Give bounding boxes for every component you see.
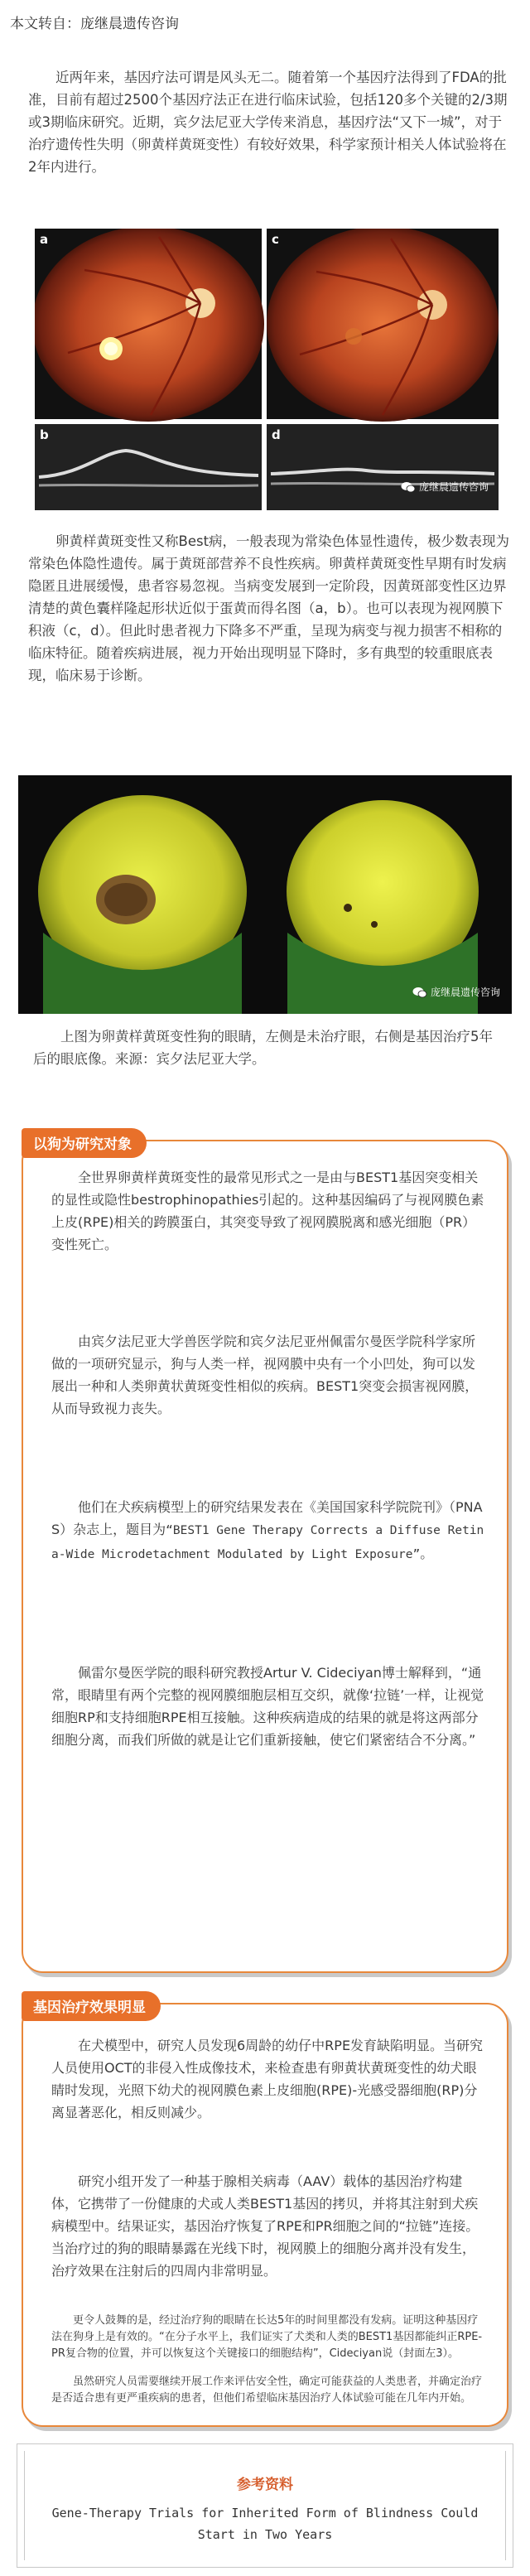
dog-eye-figure [18,775,512,1014]
retina-figure-image [35,229,499,510]
figure2-watermark [412,985,500,999]
figure1-watermark [401,480,489,494]
section-card-dogs [22,1136,508,1973]
section-paragraph: 在犬模型中，研究人员发现6周龄的幼仔中RPE发育缺陷明显。当研究人员使用OCT的非侵入性成像技术，来检查患有卵黄状黄斑变性的幼犬眼睛时发现，光照下幼犬的视网膜色素上皮细胞(RPE)-光感受器细胞(RP)分离显著恶化，相反则减少。 [51,2038,484,2120]
intro-paragraph: 近两年来，基因疗法可谓是风头无二。随着第一个基因疗法得到了FDA的批准，目前有超过2500个基因疗法正在进行临床试验，包括120多个关键的2/3期或3期临床研究。近期，宾夕法尼亚大学传来消息，基因疗法“又下一城”，对于治疗遗传性失明（卵黄样黄斑变性）有较好效果，科学家预计相关人体试验将在2年内进行。 [28,70,508,175]
paragraph-text: 他们在犬疾病模型上的研究结果发表在《美国国家科学院院刊》（PNAS）杂志上，题目为 [51,1499,483,1537]
section-tag: 基因治疗效果明显 [22,1991,161,2021]
paragraph-text: 。 [420,1546,434,1561]
panel-label-d: d [272,427,281,442]
section-paragraph: 研究小组开发了一种基于腺相关病毒（AAV）载体的基因治疗构建体，它携带了一份健康的犬或人类BEST1基因的拷贝，并将其注射到犬疾病模型中。结果证实，基因治疗恢复了RPE和PR细胞之间的“拉链”连接。当治疗过的狗的眼睛暴露在光线下时，视网膜上的细胞分离并没有发生，治疗效果在注射后的四周内非常明显。 [51,2173,479,2279]
retina-figure [35,229,499,510]
panel-label-c: c [272,232,279,247]
section-paragraph [51,1496,485,1566]
dog-eye-figure-image [18,775,512,1014]
panel-label-a: a [40,232,49,247]
reference-link[interactable]: Gene-Therapy Trials for Inherited Form of Blindness Could Start in Two Years [51,2506,479,2542]
section-card-results [22,2000,508,2427]
wechat-icon [412,987,427,998]
source-line: 本文转自：庞继晨遗传咨询 [10,16,179,32]
section-paragraph: 更令人鼓舞的是，经过治疗狗的眼睛在长达5年的时间里都没有发病。证明这种基因疗法在狗身上是有效的。“在分子水平上，我们证实了犬类和人类的BEST1基因都能纠正RPE-PR复合物的位置，并可以恢复这个关键接口的细胞结构”，Cideciyan说（封面左3）。 [51,2314,483,2360]
section-paragraph: 全世界卵黄样黄斑变性的最常见形式之一是由与BEST1基因突变相关的显性或隐性bestrophinopathies引起的。这种基因编码了与视网膜色素上皮(RPE)相关的跨膜蛋白，其突变导致了视网膜脱离和感光细胞（PR）变性死亡。 [51,1170,484,1252]
figure-caption: 上图为卵黄样黄斑变性狗的眼睛，左侧是未治疗眼，右侧是基因治疗5年后的眼底像。来源：宾夕法尼亚大学。 [33,1029,493,1067]
section-paragraph: 佩雷尔曼医学院的眼科研究教授Artur V. Cideciyan博士解释到，“通常，眼睛里有两个完整的视网膜细胞层相互交织，就像‘拉链’一样，让视觉细胞RP和支持细胞RPE相互接触。这种疾病造成的结果的就是将这两部分细胞分离，而我们所做的就是让它们重新接触，使它们紧密结合不分离。” [51,1665,484,1748]
wechat-icon [401,481,416,493]
watermark-text: 庞继晨遗传咨询 [418,481,489,493]
paper-title: “BEST1 Gene Therapy Corrects a Diffuse Retina-Wide Microdetachment Modulated by Light Exposure” [51,1524,484,1561]
section-tag: 以狗为研究对象 [22,1128,147,1158]
watermark-text: 庞继晨遗传咨询 [430,987,500,998]
panel-label-b: b [40,427,49,442]
reference-inner-border [24,2451,506,2560]
description-paragraph: 卵黄样黄斑变性又称Best病，一般表现为常染色体显性遗传，极少数表现为常染色体隐性遗传。属于黄斑部营养不良性疾病。卵黄样黄斑变性早期有时发病隐匿且进展缓慢，患者容易忽视。当病变发展到一定阶段，因黄斑部变性区边界清楚的黄色囊样隆起形状近似于蛋黄而得名图（a，b）。也可以表现为视网膜下积液（c，d）。但此时患者视力下降多不严重，呈现为病变与视力损害不相称的临床特征。随着疾病进展，视力开始出现明显下降时，多有典型的较重眼底表现，临床易于诊断。 [28,533,510,683]
section-paragraph: 虽然研究人员需要继续开展工作来评估安全性，确定可能获益的人类患者，并确定治疗是否适合患有更严重疾病的患者，但他们希望临床基因治疗人体试验可能在几年内开始。 [51,2376,483,2405]
reference-title: 参考资料 [237,2477,293,2493]
section-paragraph: 由宾夕法尼亚大学兽医学院和宾夕法尼亚州佩雷尔曼医学院科学家所做的一项研究显示，狗与人类一样，视网膜中央有一个小凹处，狗可以发展出一种和人类卵黄状黄斑变性相似的疾病。BEST1突变会损害视网膜，从而导致视力丧失。 [51,1334,479,1416]
reference-box [17,2443,513,2568]
